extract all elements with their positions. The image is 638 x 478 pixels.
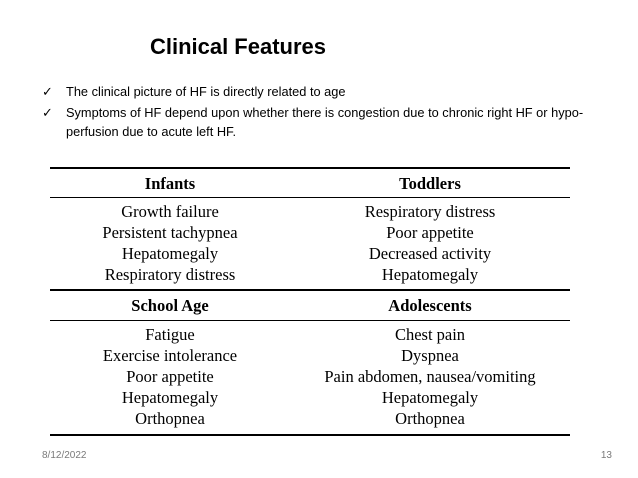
footer-date: 8/12/2022: [42, 450, 87, 461]
table-cell: Dyspnea: [401, 346, 459, 365]
header-rule: [50, 320, 570, 321]
table-cell: Growth failure: [121, 202, 219, 221]
table-cell: Hepatomegaly: [121, 388, 219, 407]
adolescents-list: [290, 324, 570, 429]
table-top-rule: [50, 167, 570, 169]
page-number: 13: [600, 450, 612, 461]
slide-title: Clinical Features: [149, 34, 327, 59]
bullet-text: Symptoms of HF depend upon whether there is congestion due to chronic right HF or hypo-perfusion due to acute left HF.: [66, 105, 584, 139]
table-cell: Hepatomegaly: [381, 388, 479, 407]
check-icon: ✓: [42, 84, 53, 99]
bullet-text: The clinical picture of HF is directly related to age: [66, 84, 346, 99]
table-cell: Pain abdomen, nausea/vomiting: [324, 367, 536, 386]
table-cell: Orthopnea: [395, 409, 465, 428]
bullet-list: [42, 82, 622, 143]
table-bottom-rule: [50, 434, 570, 436]
table-cell: Respiratory distress: [364, 202, 496, 221]
infants-list: [50, 201, 290, 285]
table-cell: Respiratory distress: [104, 265, 236, 284]
school-age-list: [50, 324, 290, 429]
table-cell: Poor appetite: [386, 223, 474, 242]
header-school-age: School Age: [131, 296, 209, 315]
header-adolescents: Adolescents: [388, 296, 472, 315]
clinical-features-table: [50, 167, 570, 437]
toddlers-list: [290, 201, 570, 285]
bullet-item: [42, 103, 622, 141]
table-cell: Exercise intolerance: [102, 346, 238, 365]
table-cell: Persistent tachypnea: [102, 223, 238, 242]
table-cell: Hepatomegaly: [121, 244, 219, 263]
header-rule: [50, 197, 570, 198]
header-infants: Infants: [144, 174, 196, 193]
bullet-item: [42, 82, 622, 101]
section-rule: [50, 289, 570, 291]
check-icon: ✓: [42, 105, 53, 120]
header-toddlers: Toddlers: [399, 174, 461, 193]
table-cell: Decreased activity: [368, 244, 492, 263]
table-cell: Hepatomegaly: [381, 265, 479, 284]
table-cell: Orthopnea: [135, 409, 205, 428]
table-cell: Poor appetite: [126, 367, 214, 386]
table-cell: Chest pain: [394, 325, 466, 344]
table-cell: Fatigue: [145, 325, 195, 344]
